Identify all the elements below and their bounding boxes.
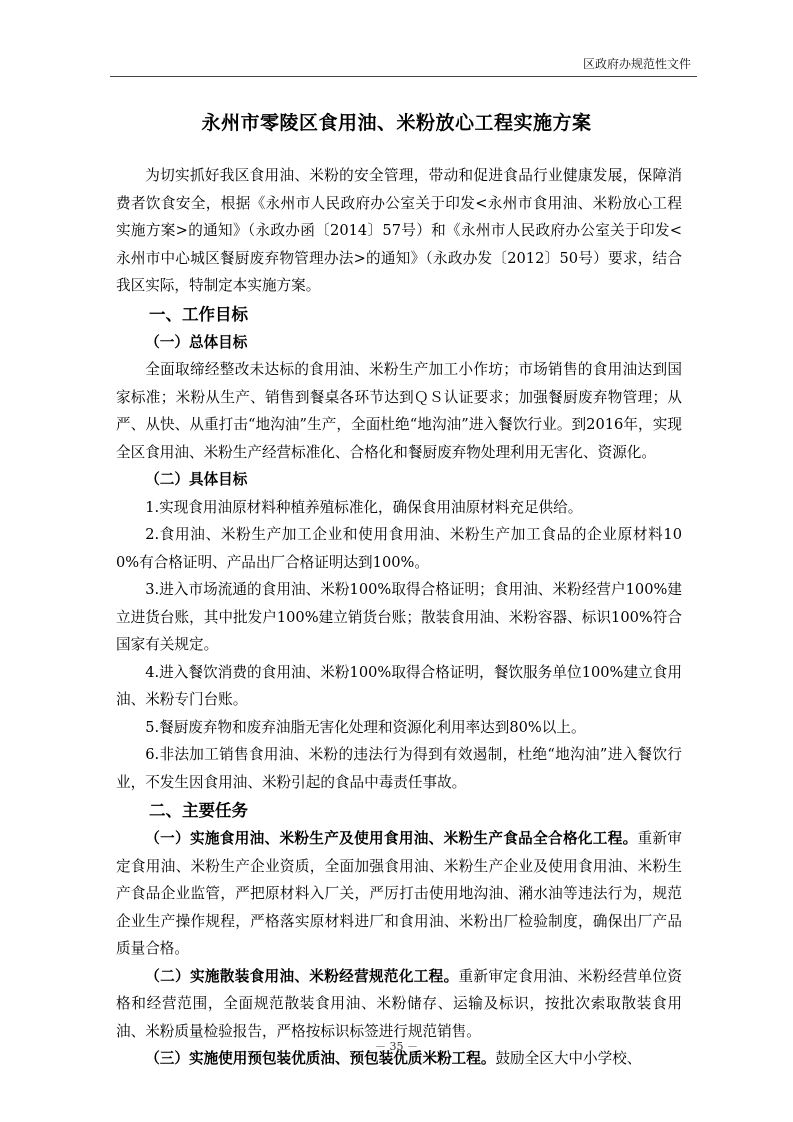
page-number: － 35 －	[375, 1040, 418, 1053]
subsection-heading: （二）具体目标	[145, 471, 248, 488]
header-label: 区政府办规范性文件	[582, 57, 691, 71]
list-item: 6.非法加工销售食用油、米粉的违法行为得到有效遏制，杜绝“地沟油”进入餐饮行业，不发生因食用油、米粉引起的食品中毒责任事故。	[116, 746, 682, 791]
task-paragraph	[116, 825, 682, 963]
task-body: 重新审定食用油、米粉生产企业资质，全面加强食用油、米粉生产企业及使用食用油、米粉生产食品企业监管，严把原材料入厂关，严厉打击使用地沟油、潲水油等违法行为，规范企业生产操作规程，严格落实原材料进厂和食用油、米粉出厂检验制度，确保出厂产品质量合格。	[116, 830, 682, 957]
document-body	[116, 162, 682, 1073]
list-item: 3.进入市场流通的食用油、米粉100%取得合格证明；食用油、米粉经营户100%建立进货台账，其中批发户100%建立销货台账；散装食用油、米粉容器、标识100%符合国家有关规定。	[116, 581, 682, 653]
document-title: 永州市零陵区食用油、米粉放心工程实施方案	[201, 112, 592, 134]
task-body: 重新审定食用油、米粉经营单位资格和经营范围，全面规范散装食用油、米粉储存、运输及标识，按批次索取散装食用油、米粉质量检验报告，严格按标识标签进行规范销售。	[116, 967, 682, 1040]
list-item: 5.餐厨废弃物和废弃油脂无害化处理和资源化利用率达到80%以上。	[145, 718, 586, 736]
section-heading: 二、主要任务	[149, 801, 248, 820]
list-item: 1.实现食用油原材料种植养殖标准化，确保食用油原材料充足供给。	[145, 498, 583, 516]
paragraph: 全面取缔经整改未达标的食用油、米粉生产加工小作坊；市场销售的食用油达到国家标准；米粉从生产、销售到餐桌各环节达到ＱＳ认证要求；加强餐厨废弃物管理；从严、从快、从重打击“地沟油”生产，全面杜绝“地沟油”进入餐饮行业。到2016年，实现全区食用油、米粉生产经营标准化、合格化和餐厨废弃物处理利用无害化、资源化。	[116, 361, 682, 461]
task-body: 鼓励全区大中小学校、	[495, 1050, 642, 1067]
task-title: （二）实施散装食用油、米粉经营规范化工程。	[145, 967, 459, 985]
task-title: （一）实施食用油、米粉生产及使用食用油、米粉生产食品全合格化工程。	[145, 830, 638, 847]
subsection-heading: （一）总体目标	[145, 333, 248, 351]
task-title: （三）实施使用预包装优质油、预包装优质米粉工程。	[145, 1050, 496, 1067]
section-heading: 一、工作目标	[149, 304, 248, 324]
page-header	[110, 52, 697, 77]
list-item: 2.食用油、米粉生产加工企业和使用食用油、米粉生产加工食品的企业原材料100%有合格证明、产品出厂合格证明达到100%。	[116, 526, 682, 571]
list-item: 4.进入餐饮消费的食用油、米粉100%取得合格证明，餐饮服务单位100%建立食用油、米粉专门台账。	[116, 663, 682, 708]
intro-paragraph: 为切实抓好我区食用油、米粉的安全管理，带动和促进食品行业健康发展，保障消费者饮食安全，根据《永州市人民政府办公室关于印发<永州市食用油、米粉放心工程实施方案>的通知》（永政办函〔2014〕57号）和《永州市人民政府办公室关于印发<永州市中心城区餐厨废弃物管理办法>的通知》（永政办发〔2012〕50号）要求，结合我区实际，特制定本实施方案。	[116, 167, 682, 294]
task-paragraph	[116, 963, 682, 1046]
